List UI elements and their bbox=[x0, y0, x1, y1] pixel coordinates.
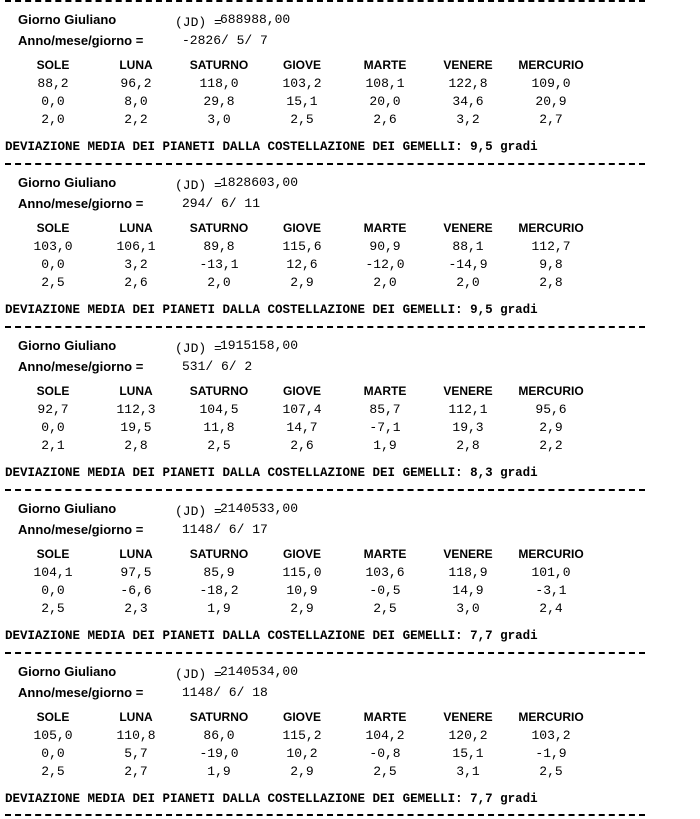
planet-name-venere: VENERE bbox=[443, 384, 493, 398]
value-cell: 11,8 bbox=[203, 420, 235, 435]
result-block bbox=[0, 489, 700, 652]
longitude-row bbox=[0, 239, 700, 255]
jd-abbrev-label: (JD) = bbox=[175, 15, 222, 30]
value-cell: 1,9 bbox=[373, 438, 397, 453]
value-cell: 104,5 bbox=[199, 402, 239, 417]
planet-name-sole: SOLE bbox=[36, 58, 70, 72]
value-cell: -0,8 bbox=[369, 746, 401, 761]
value-cell: 0,0 bbox=[41, 746, 65, 761]
value-cell: 19,3 bbox=[452, 420, 484, 435]
value-cell: -13,1 bbox=[199, 257, 239, 272]
dashed-divider bbox=[5, 163, 645, 165]
value-cell: 104,2 bbox=[365, 728, 405, 743]
date-value: 1148/ 6/ 17 bbox=[182, 522, 268, 537]
mean-deviation-summary bbox=[5, 466, 538, 480]
julian-day-value: 1915158,00 bbox=[220, 338, 299, 353]
value-cell: 105,0 bbox=[33, 728, 73, 743]
planet-name-luna: LUNA bbox=[119, 58, 153, 72]
summary-label: DEVIAZIONE MEDIA DEI PIANETI DALLA COSTELLAZIONE DEI GEMELLI: bbox=[5, 140, 463, 154]
value-cell: 2,9 bbox=[290, 601, 314, 616]
dashed-divider bbox=[5, 326, 645, 328]
julian-day-value: 2140533,00 bbox=[220, 501, 299, 516]
planet-name-luna: LUNA bbox=[119, 384, 153, 398]
deviation-row bbox=[0, 275, 700, 291]
value-cell: 3,0 bbox=[456, 601, 480, 616]
value-cell: 2,7 bbox=[539, 112, 563, 127]
value-cell: 89,8 bbox=[203, 239, 235, 254]
value-cell: 2,5 bbox=[539, 764, 563, 779]
value-cell: 0,0 bbox=[41, 420, 65, 435]
planet-name-marte: MARTE bbox=[363, 58, 407, 72]
jd-abbrev-label: (JD) = bbox=[175, 667, 222, 682]
longitude-row bbox=[0, 402, 700, 418]
value-cell: 2,0 bbox=[456, 275, 480, 290]
value-cell: 112,3 bbox=[116, 402, 156, 417]
value-cell: 15,1 bbox=[452, 746, 484, 761]
deviation-row bbox=[0, 601, 700, 617]
value-cell: 20,9 bbox=[535, 94, 567, 109]
value-cell: 1,9 bbox=[207, 764, 231, 779]
value-cell: -18,2 bbox=[199, 583, 239, 598]
planet-name-mercurio: MERCURIO bbox=[518, 710, 584, 724]
value-cell: 5,7 bbox=[124, 746, 148, 761]
julian-day-value: 1828603,00 bbox=[220, 175, 299, 190]
summary-value: 9,5 gradi bbox=[470, 303, 538, 317]
planet-name-marte: MARTE bbox=[363, 547, 407, 561]
planet-name-saturno: SATURNO bbox=[189, 710, 249, 724]
planet-name-giove: GIOVE bbox=[282, 221, 321, 235]
deviation-row bbox=[0, 112, 700, 128]
planet-header-row bbox=[0, 58, 700, 74]
value-cell: 112,7 bbox=[531, 239, 571, 254]
value-cell: 92,7 bbox=[37, 402, 69, 417]
value-cell: -6,6 bbox=[120, 583, 152, 598]
latitude-row bbox=[0, 746, 700, 762]
value-cell: -19,0 bbox=[199, 746, 239, 761]
mean-deviation-summary bbox=[5, 140, 538, 154]
value-cell: 2,6 bbox=[124, 275, 148, 290]
value-cell: 10,9 bbox=[286, 583, 318, 598]
value-cell: 29,8 bbox=[203, 94, 235, 109]
value-cell: 115,2 bbox=[282, 728, 322, 743]
value-cell: 2,5 bbox=[207, 438, 231, 453]
value-cell: 2,5 bbox=[41, 275, 65, 290]
value-cell: 2,8 bbox=[539, 275, 563, 290]
jd-abbrev-label: (JD) = bbox=[175, 504, 222, 519]
planet-name-giove: GIOVE bbox=[282, 710, 321, 724]
longitude-row bbox=[0, 728, 700, 744]
value-cell: 90,9 bbox=[369, 239, 401, 254]
planet-name-venere: VENERE bbox=[443, 221, 493, 235]
planet-name-mercurio: MERCURIO bbox=[518, 221, 584, 235]
value-cell: -7,1 bbox=[369, 420, 401, 435]
planet-name-sole: SOLE bbox=[36, 547, 70, 561]
date-value: 294/ 6/ 11 bbox=[182, 196, 261, 211]
value-cell: 0,0 bbox=[41, 94, 65, 109]
summary-label: DEVIAZIONE MEDIA DEI PIANETI DALLA COSTELLAZIONE DEI GEMELLI: bbox=[5, 303, 463, 317]
value-cell: 14,9 bbox=[452, 583, 484, 598]
value-cell: 2,6 bbox=[373, 112, 397, 127]
summary-value: 7,7 gradi bbox=[470, 629, 538, 643]
value-cell: -12,0 bbox=[365, 257, 405, 272]
value-cell: 115,6 bbox=[282, 239, 322, 254]
planet-name-venere: VENERE bbox=[443, 547, 493, 561]
value-cell: 2,0 bbox=[207, 275, 231, 290]
date-label: Anno/mese/giorno = bbox=[18, 33, 144, 48]
julian-day-label: Giorno Giuliano bbox=[18, 175, 117, 190]
value-cell: 2,1 bbox=[41, 438, 65, 453]
julian-day-value: 2140534,00 bbox=[220, 664, 299, 679]
mean-deviation-summary bbox=[5, 792, 538, 806]
planet-name-sole: SOLE bbox=[36, 710, 70, 724]
summary-value: 7,7 gradi bbox=[470, 792, 538, 806]
value-cell: 3,0 bbox=[207, 112, 231, 127]
value-cell: 103,2 bbox=[531, 728, 571, 743]
julian-day-label: Giorno Giuliano bbox=[18, 501, 117, 516]
value-cell: 120,2 bbox=[448, 728, 488, 743]
value-cell: 110,8 bbox=[116, 728, 156, 743]
value-cell: 86,0 bbox=[203, 728, 235, 743]
planet-name-marte: MARTE bbox=[363, 710, 407, 724]
value-cell: 2,4 bbox=[539, 601, 563, 616]
value-cell: 2,5 bbox=[290, 112, 314, 127]
value-cell: 2,5 bbox=[373, 764, 397, 779]
planet-header-row bbox=[0, 710, 700, 726]
value-cell: 0,0 bbox=[41, 257, 65, 272]
planet-name-sole: SOLE bbox=[36, 384, 70, 398]
value-cell: 2,3 bbox=[124, 601, 148, 616]
planet-name-saturno: SATURNO bbox=[189, 384, 249, 398]
planet-name-saturno: SATURNO bbox=[189, 547, 249, 561]
value-cell: -1,9 bbox=[535, 746, 567, 761]
result-block bbox=[0, 326, 700, 489]
value-cell: 3,2 bbox=[124, 257, 148, 272]
planet-name-giove: GIOVE bbox=[282, 547, 321, 561]
value-cell: 2,9 bbox=[290, 275, 314, 290]
value-cell: 103,2 bbox=[282, 76, 322, 91]
result-block bbox=[0, 0, 700, 163]
result-block bbox=[0, 652, 700, 815]
value-cell: 15,1 bbox=[286, 94, 318, 109]
planet-header-row bbox=[0, 384, 700, 400]
value-cell: -14,9 bbox=[448, 257, 488, 272]
planet-name-saturno: SATURNO bbox=[189, 58, 249, 72]
planet-name-luna: LUNA bbox=[119, 221, 153, 235]
date-value: 1148/ 6/ 18 bbox=[182, 685, 268, 700]
value-cell: 2,2 bbox=[124, 112, 148, 127]
value-cell: 103,0 bbox=[33, 239, 73, 254]
value-cell: 2,8 bbox=[456, 438, 480, 453]
longitude-row bbox=[0, 565, 700, 581]
value-cell: 1,9 bbox=[207, 601, 231, 616]
planet-name-marte: MARTE bbox=[363, 384, 407, 398]
planet-name-sole: SOLE bbox=[36, 221, 70, 235]
dashed-divider bbox=[5, 489, 645, 491]
julian-day-label: Giorno Giuliano bbox=[18, 12, 117, 27]
value-cell: 12,6 bbox=[286, 257, 318, 272]
planet-name-saturno: SATURNO bbox=[189, 221, 249, 235]
planet-name-mercurio: MERCURIO bbox=[518, 547, 584, 561]
value-cell: 0,0 bbox=[41, 583, 65, 598]
julian-day-value: 688988,00 bbox=[220, 12, 291, 27]
value-cell: 2,5 bbox=[41, 764, 65, 779]
value-cell: 14,7 bbox=[286, 420, 318, 435]
value-cell: 104,1 bbox=[33, 565, 73, 580]
latitude-row bbox=[0, 94, 700, 110]
value-cell: 19,5 bbox=[120, 420, 152, 435]
result-block bbox=[0, 163, 700, 326]
date-value: 531/ 6/ 2 bbox=[182, 359, 253, 374]
latitude-row bbox=[0, 583, 700, 599]
value-cell: 2,0 bbox=[373, 275, 397, 290]
value-cell: 2,2 bbox=[539, 438, 563, 453]
value-cell: 88,2 bbox=[37, 76, 69, 91]
longitude-row bbox=[0, 76, 700, 92]
planet-name-venere: VENERE bbox=[443, 58, 493, 72]
julian-day-label: Giorno Giuliano bbox=[18, 664, 117, 679]
jd-abbrev-label: (JD) = bbox=[175, 341, 222, 356]
value-cell: 2,9 bbox=[290, 764, 314, 779]
julian-day-label: Giorno Giuliano bbox=[18, 338, 117, 353]
planet-name-marte: MARTE bbox=[363, 221, 407, 235]
value-cell: 122,8 bbox=[448, 76, 488, 91]
date-label: Anno/mese/giorno = bbox=[18, 359, 144, 374]
date-value: -2826/ 5/ 7 bbox=[182, 33, 268, 48]
planet-name-venere: VENERE bbox=[443, 710, 493, 724]
final-dashed-divider bbox=[5, 814, 645, 816]
dashed-divider bbox=[5, 652, 645, 654]
value-cell: 118,9 bbox=[448, 565, 488, 580]
value-cell: 118,0 bbox=[199, 76, 239, 91]
planet-name-giove: GIOVE bbox=[282, 58, 321, 72]
latitude-row bbox=[0, 420, 700, 436]
summary-label: DEVIAZIONE MEDIA DEI PIANETI DALLA COSTELLAZIONE DEI GEMELLI: bbox=[5, 466, 463, 480]
value-cell: 2,7 bbox=[124, 764, 148, 779]
value-cell: 103,6 bbox=[365, 565, 405, 580]
value-cell: 88,1 bbox=[452, 239, 484, 254]
value-cell: 10,2 bbox=[286, 746, 318, 761]
planet-name-luna: LUNA bbox=[119, 547, 153, 561]
value-cell: 95,6 bbox=[535, 402, 567, 417]
value-cell: 2,0 bbox=[41, 112, 65, 127]
value-cell: 107,4 bbox=[282, 402, 322, 417]
planet-header-row bbox=[0, 547, 700, 563]
jd-abbrev-label: (JD) = bbox=[175, 178, 222, 193]
value-cell: 2,9 bbox=[539, 420, 563, 435]
value-cell: 97,5 bbox=[120, 565, 152, 580]
value-cell: 115,0 bbox=[282, 565, 322, 580]
deviation-row bbox=[0, 764, 700, 780]
date-label: Anno/mese/giorno = bbox=[18, 685, 144, 700]
value-cell: 3,2 bbox=[456, 112, 480, 127]
value-cell: 109,0 bbox=[531, 76, 571, 91]
summary-value: 9,5 gradi bbox=[470, 140, 538, 154]
value-cell: 85,7 bbox=[369, 402, 401, 417]
value-cell: 108,1 bbox=[365, 76, 405, 91]
value-cell: 2,5 bbox=[41, 601, 65, 616]
planet-name-mercurio: MERCURIO bbox=[518, 384, 584, 398]
value-cell: -3,1 bbox=[535, 583, 567, 598]
planet-name-giove: GIOVE bbox=[282, 384, 321, 398]
value-cell: 2,5 bbox=[373, 601, 397, 616]
value-cell: 3,1 bbox=[456, 764, 480, 779]
dashed-divider bbox=[5, 0, 645, 2]
summary-value: 8,3 gradi bbox=[470, 466, 538, 480]
value-cell: 85,9 bbox=[203, 565, 235, 580]
latitude-row bbox=[0, 257, 700, 273]
mean-deviation-summary bbox=[5, 629, 538, 643]
value-cell: 9,8 bbox=[539, 257, 563, 272]
summary-label: DEVIAZIONE MEDIA DEI PIANETI DALLA COSTELLAZIONE DEI GEMELLI: bbox=[5, 792, 463, 806]
value-cell: 112,1 bbox=[448, 402, 488, 417]
value-cell: -0,5 bbox=[369, 583, 401, 598]
value-cell: 2,8 bbox=[124, 438, 148, 453]
planet-header-row bbox=[0, 221, 700, 237]
value-cell: 106,1 bbox=[116, 239, 156, 254]
value-cell: 8,0 bbox=[124, 94, 148, 109]
deviation-row bbox=[0, 438, 700, 454]
date-label: Anno/mese/giorno = bbox=[18, 522, 144, 537]
summary-label: DEVIAZIONE MEDIA DEI PIANETI DALLA COSTELLAZIONE DEI GEMELLI: bbox=[5, 629, 463, 643]
value-cell: 96,2 bbox=[120, 76, 152, 91]
planet-name-luna: LUNA bbox=[119, 710, 153, 724]
mean-deviation-summary bbox=[5, 303, 538, 317]
date-label: Anno/mese/giorno = bbox=[18, 196, 144, 211]
value-cell: 34,6 bbox=[452, 94, 484, 109]
value-cell: 20,0 bbox=[369, 94, 401, 109]
value-cell: 101,0 bbox=[531, 565, 571, 580]
value-cell: 2,6 bbox=[290, 438, 314, 453]
planet-name-mercurio: MERCURIO bbox=[518, 58, 584, 72]
